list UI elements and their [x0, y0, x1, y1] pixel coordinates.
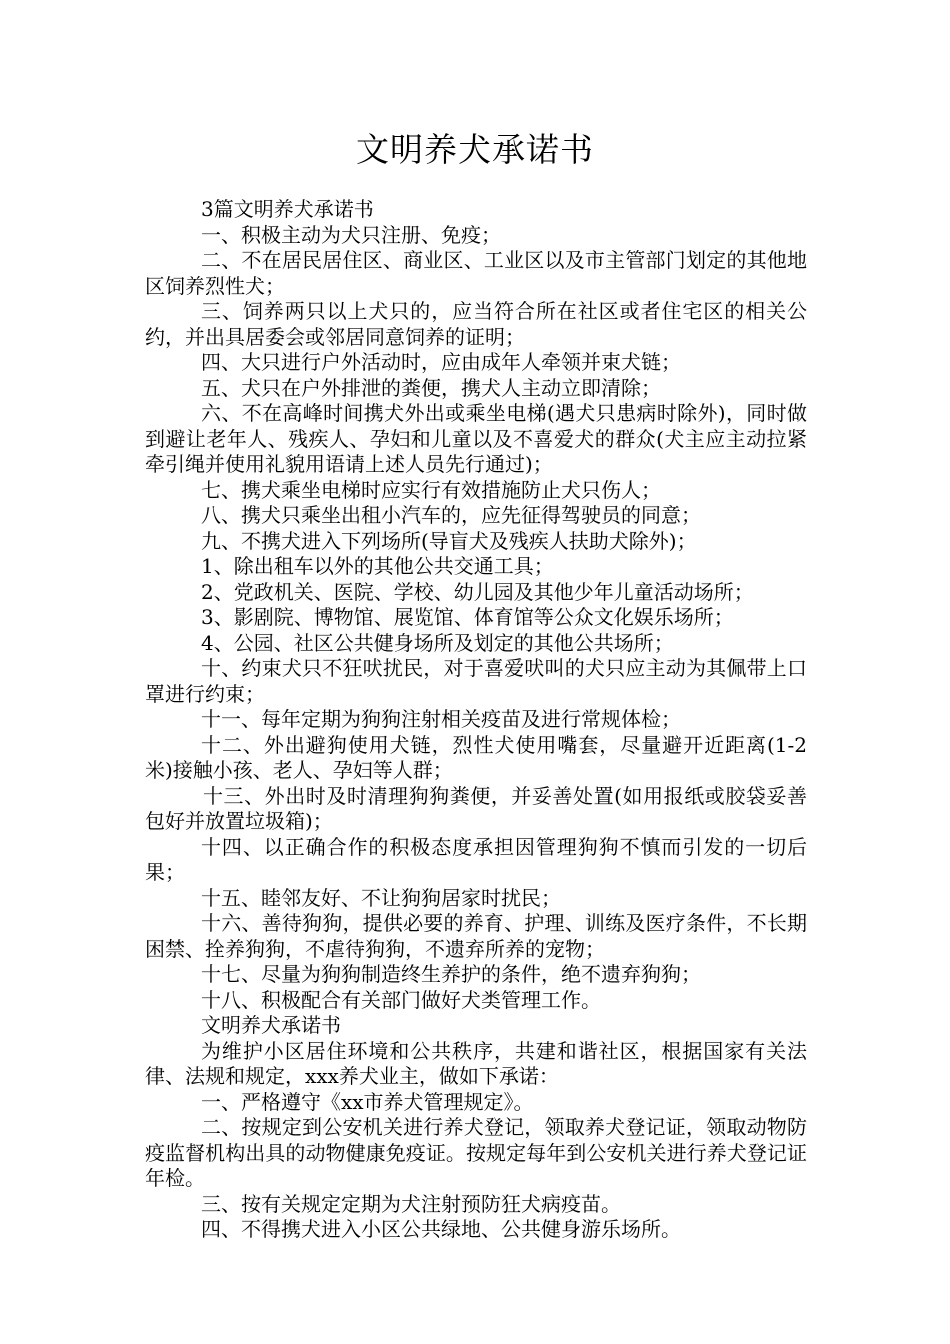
- paragraph: 五、犬只在户外排泄的粪便，携犬人主动立即清除；: [201, 375, 661, 400]
- paragraph: 一、积极主动为犬只注册、免疫；: [201, 222, 501, 247]
- paragraph: 十一、每年定期为狗狗注射相关疫苗及进行常规体检；: [201, 707, 681, 731]
- paragraph: 十七、尽量为狗狗制造终生养护的条件，绝不遗弃狗狗；: [201, 962, 701, 986]
- section-heading: 文明养犬承诺书: [201, 1013, 341, 1037]
- paragraph: 十六、善待狗狗，提供必要的养育、护理、训练及医疗条件，不长期困禁、拴养狗狗，不虐待狗狗，不遗弃所养的宠物；: [145, 911, 807, 961]
- paragraph: 二、按规定到公安机关进行养犬登记，领取养犬登记证，领取动物防疫监督机构出具的动物健康免疫证。按规定每年到公安机关进行养犬登记证年检。: [145, 1115, 807, 1190]
- paragraph: 1、除出租车以外的其他公共交通工具；: [201, 554, 554, 578]
- paragraph: 八、携犬只乘坐出租小汽车的，应先征得驾驶员的同意；: [201, 503, 701, 527]
- paragraph: 六、不在高峰时间携犬外出或乘坐电梯(遇犬只患病时除外)，同时做到避让老年人、残疾人、孕妇和儿童以及不喜爱犬的群众(犬主应主动拉紧牵引绳并使用礼貌用语请上述人员先行通过)；: [145, 401, 807, 476]
- paragraph: 七、携犬乘坐电梯时应实行有效措施防止犬只伤人；: [201, 477, 661, 502]
- paragraph: 十八、积极配合有关部门做好犬类管理工作。: [201, 987, 601, 1012]
- paragraph: 九、不携犬进入下列场所(导盲犬及残疾人扶助犬除外)；: [201, 528, 697, 553]
- paragraph: 十二、外出避狗使用犬链，烈性犬使用嘴套，尽量避开近距离(1-2米)接触小孩、老人、孕妇等人群；: [145, 732, 807, 782]
- paragraph: 十四、以正确合作的积极态度承担因管理狗狗不慎而引发的一切后果；: [145, 834, 807, 884]
- paragraph: 十、约束犬只不狂吠扰民，对于喜爱吠叫的犬只应主动为其佩带上口罩进行约束；: [145, 656, 807, 706]
- paragraph: 十三、外出时及时清理狗狗粪便，并妥善处置(如用报纸或胶袋妥善包好并放置垃圾箱)；: [145, 783, 807, 833]
- paragraph-subtitle: 3篇文明养犬承诺书: [201, 197, 374, 221]
- paragraph: 三、按有关规定定期为犬注射预防狂犬病疫苗。: [201, 1191, 621, 1216]
- paragraph: 为维护小区居住环境和公共秩序，共建和谐社区，根据国家有关法律、法规和规定，xxx养犬业主，做如下承诺：: [145, 1038, 807, 1088]
- paragraph: 3、影剧院、博物馆、展览馆、体育馆等公众文化娱乐场所；: [201, 605, 734, 629]
- paragraph: 三、饲养两只以上犬只的，应当符合所在社区或者住宅区的相关公约，并出具居委会或邻居同意饲养的证明；: [145, 299, 807, 349]
- paragraph: 一、严格遵守《xx市养犬管理规定》。: [201, 1089, 534, 1114]
- paragraph: 四、不得携犬进入小区公共绿地、公共健身游乐场所。: [201, 1217, 681, 1241]
- document-body: [145, 197, 807, 1243]
- paragraph: 十五、睦邻友好、不让狗狗居家时扰民；: [201, 885, 561, 910]
- paragraph: 4、公园、社区公共健身场所及划定的其他公共场所；: [201, 630, 674, 655]
- paragraph: 四、大只进行户外活动时，应由成年人牵领并束犬链；: [201, 350, 681, 374]
- paragraph: 二、不在居民居住区、商业区、工业区以及市主管部门划定的其他地区饲养烈性犬；: [145, 248, 807, 298]
- document-title: 文明养犬承诺书: [356, 130, 594, 169]
- paragraph: 2、党政机关、医院、学校、幼儿园及其他少年儿童活动场所；: [201, 579, 754, 604]
